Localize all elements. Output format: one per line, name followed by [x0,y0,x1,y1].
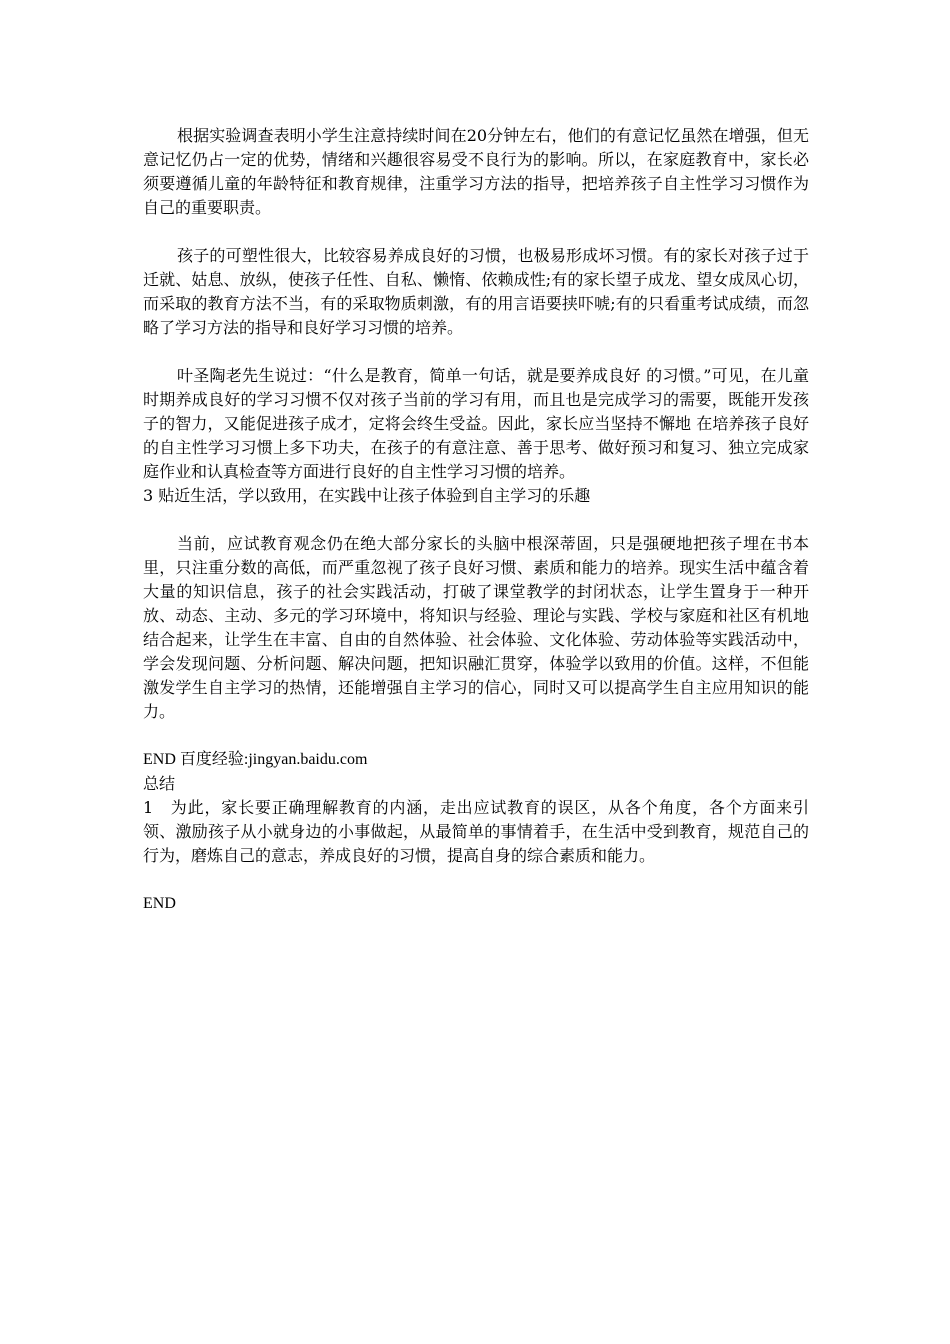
end-final-line: END [143,895,176,912]
spacer [143,220,809,244]
paragraph-exam-education: 当前，应试教育观念仍在绝大部分家长的头脑中根深蒂固，只是强硬地把孩子埋在书本里，只注重分数的高低，而严重忽视了孩子良好习惯、素质和能力的培养。现实生活中蕴含着大量的知识信息，孩子的社会实践活动，打破了课堂教学的封闭状态，让学生置身于一种开放、动态、主动、多元的学习环境中，将知识与经验、理论与实践、学校与家庭和社区有机地结合起来，让学生在丰富、自由的自然体验、社会体验、文化体验、劳动体验等实践活动中，学会发现问题、分析问题、解决问题，把知识融汇贯穿，体验学以致用的价值。这样，不但能激发学生自主学习的热情，还能增强自主学习的信心，同时又可以提高学生自主应用知识的能力。 [143,534,809,721]
spacer [143,508,809,532]
summary-paragraph: 1 为此，家长要正确理解教育的内涵，走出应试教育的误区，从各个角度，各个方面来引领、激励孩子从小就身边的小事做起，从最简单的事情着手，在生活中受到教育，规范自己的行为，磨炼自己的意志，养成良好的习惯，提高自身的综合素质和能力。 [143,798,809,865]
spacer [143,868,809,892]
section-heading-3: 3 贴近生活，学以致用，在实践中让孩子体验到自主学习的乐趣 [143,486,591,505]
spacer [143,340,809,364]
paragraph-plasticity: 孩子的可塑性很大，比较容易养成良好的习惯，也极易形成坏习惯。有的家长对孩子过于迁就、姑息、放纵，使孩子任性、自私、懒惰、依赖成性;有的家长望子成龙、望女成凤心切，而采取的教育方法不当，有的采取物质刺激，有的用言语要挟吓唬;有的只看重考试成绩，而忽略了学习方法的指导和良好学习习惯的培养。 [143,246,809,337]
document-body [143,124,809,916]
end-source-line: END 百度经验:jingyan.baidu.com [143,751,368,768]
summary-title: 总结 [143,774,176,793]
paragraph-ye-shengtao-quote: 叶圣陶老先生说过：“什么是教育，简单一句话，就是要养成良好 的习惯。”可见，在儿童时期养成良好的学习习惯不仅对孩子当前的学习有用，而且也是完成学习的需要，既能开发孩子的智力，又能促进孩子成才，定将会终生受益。因此，家长应当坚持不懈地 在培养孩子良好的自主性学习习惯上多下功夫，在孩子的有意注意、善于思考、做好预习和复习、独立完成家庭作业和认真检查等方面进行良好的自主性学习习惯的培养。 [143,366,809,481]
paragraph-attention-span: 根据实验调查表明小学生注意持续时间在20分钟左右，他们的有意记忆虽然在增强，但无意记忆仍占一定的优势，情绪和兴趣很容易受不良行为的影响。所以，在家庭教育中，家长必须要遵循儿童的年龄特征和教育规律，注重学习方法的指导，把培养孩子自主性学习习惯作为自己的重要职责。 [143,126,809,217]
spacer [143,724,809,748]
